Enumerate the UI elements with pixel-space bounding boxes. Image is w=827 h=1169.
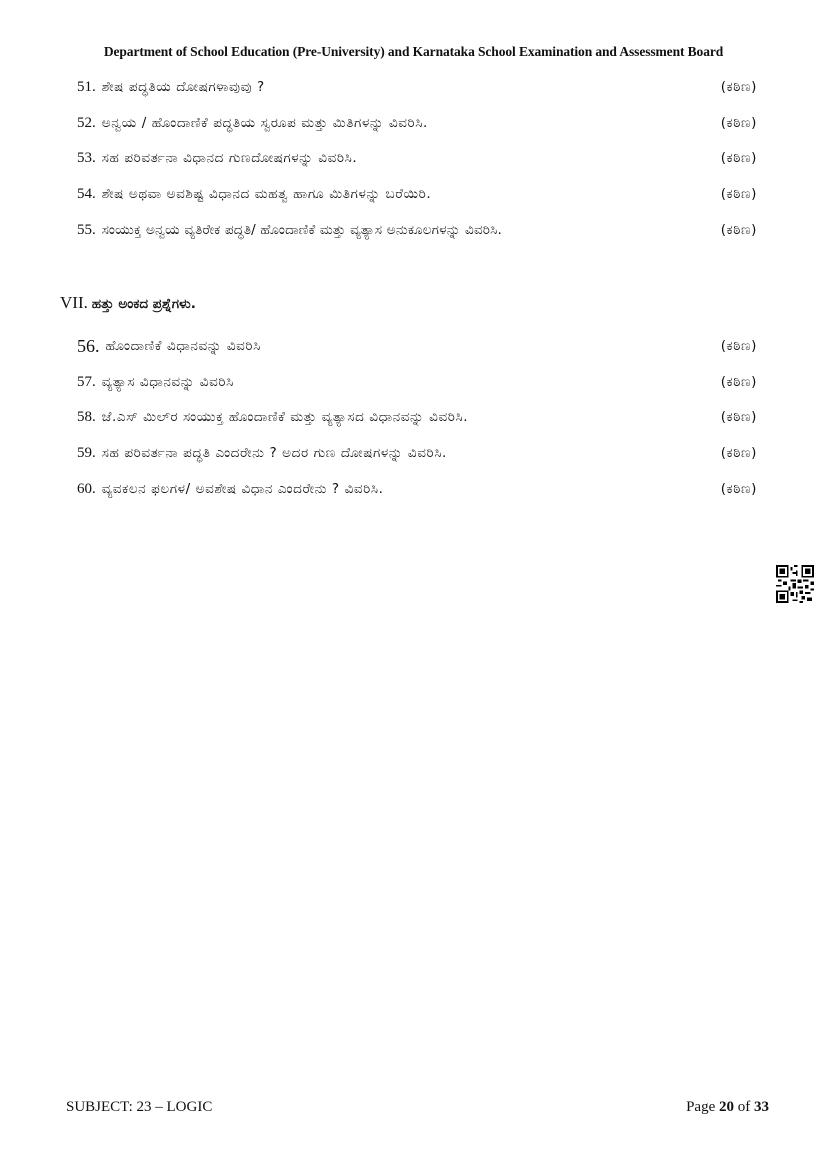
difficulty-label: (ಕಠಿಣ) — [720, 409, 757, 425]
question-number: 56. — [77, 335, 100, 356]
question-text: ವ್ಯವಕಲನ ಫಲಗಳ/ ಅವಶೇಷ ವಿಧಾನ ಎಂದರೇನು ? ವಿವರಿಸಿ. — [101, 481, 384, 497]
question-row — [77, 146, 757, 170]
question-text: ಶೇಷ ಅಥವಾ ಅವಶಿಷ್ಟ ವಿಧಾನದ ಮಹತ್ವ ಹಾಗೂ ಮಿತಿಗಳನ್ನು ಬರೆಯಿರಿ. — [101, 186, 432, 202]
question-text: ಹೊಂದಾಣಿಕೆ ವಿಧಾನವನ್ನು ವಿವರಿಸಿ — [105, 338, 261, 354]
qr-code-icon — [776, 565, 814, 603]
question-number: 54. — [77, 185, 96, 202]
question-row — [77, 441, 757, 465]
page-prefix: Page — [686, 1099, 719, 1115]
question-number: 51. — [77, 78, 96, 95]
page-current: 20 — [719, 1099, 734, 1115]
difficulty-label: (ಕಠಿಣ) — [720, 186, 757, 202]
difficulty-label: (ಕಠಿಣ) — [720, 79, 757, 95]
difficulty-label: (ಕಠಿಣ) — [720, 338, 757, 354]
section-title: ಹತ್ತು ಅಂಕದ ಪ್ರಶ್ನೆಗಳು. — [91, 296, 196, 312]
question-number: 59. — [77, 444, 96, 461]
footer-subject: SUBJECT: 23 – LOGIC — [66, 1099, 213, 1115]
difficulty-label: (ಕಠಿಣ) — [720, 115, 757, 131]
question-text: ಸಹ ಪರಿವರ್ತನಾ ವಿಧಾನದ ಗುಣದೋಷಗಳನ್ನು ವಿವರಿಸಿ. — [101, 150, 358, 166]
question-row — [77, 334, 757, 358]
section-number: VII. — [60, 293, 88, 312]
question-number: 57. — [77, 373, 96, 390]
question-text: ಅನ್ವಯ / ಹೊಂದಾಣಿಕೆ ಪದ್ಧತಿಯ ಸ್ವರೂಪ ಮತ್ತು ಮಿತಿಗಳನ್ನು ವಿವರಿಸಿ. — [101, 115, 428, 131]
difficulty-label: (ಕಠಿಣ) — [720, 445, 757, 461]
question-number: 53. — [77, 149, 96, 166]
question-text: ಜೆ.ಎಸ್ ಮಿಲ್‌ರ ಸಂಯುಕ್ತ ಹೊಂದಾಣಿಕೆ ಮತ್ತು ವ್ಯತ್ಯಾಸದ ವಿಧಾನವನ್ನು ವಿವರಿಸಿ. — [101, 409, 469, 425]
question-row — [77, 75, 757, 99]
page-header: Department of School Education (Pre-University) and Karnataka School Examination and Assessment Board — [103, 44, 724, 59]
difficulty-label: (ಕಠಿಣ) — [720, 222, 757, 238]
question-number: 55. — [77, 221, 96, 238]
page-of: of — [734, 1099, 754, 1115]
question-row — [77, 111, 757, 135]
question-text: ವ್ಯತ್ಯಾಸ ವಿಧಾನವನ್ನು ವಿವರಿಸಿ — [101, 374, 234, 390]
difficulty-label: (ಕಠಿಣ) — [720, 481, 757, 497]
question-row — [77, 477, 757, 501]
question-number: 60. — [77, 480, 96, 497]
section-heading — [60, 293, 196, 313]
question-number: 58. — [77, 408, 96, 425]
difficulty-label: (ಕಠಿಣ) — [720, 374, 757, 390]
question-text: ಸಂಯುಕ್ತ ಅನ್ವಯ ವ್ಯತಿರೇಕ ಪದ್ಧತಿ/ ಹೊಂದಾಣಿಕೆ ಮತ್ತು ವ್ಯತ್ಯಾಸ ಅನುಕೂಲಗಳನ್ನು ವಿವರಿಸಿ. — [101, 222, 502, 238]
question-row — [77, 405, 757, 429]
question-row — [77, 218, 757, 242]
question-number: 52. — [77, 114, 96, 131]
question-row — [77, 370, 757, 394]
question-row — [77, 182, 757, 206]
question-text: ಸಹ ಪರಿವರ್ತನಾ ಪದ್ಧತಿ ಎಂದರೇನು ? ಅದರ ಗುಣ ದೋಷಗಳನ್ನು ವಿವರಿಸಿ. — [101, 445, 447, 461]
page-total: 33 — [754, 1099, 769, 1115]
difficulty-label: (ಕಠಿಣ) — [720, 150, 757, 166]
footer-page-number — [686, 1099, 769, 1116]
question-text: ಶೇಷ ಪದ್ಧತಿಯ ದೋಷಗಳಾವುವು ? — [101, 79, 265, 95]
